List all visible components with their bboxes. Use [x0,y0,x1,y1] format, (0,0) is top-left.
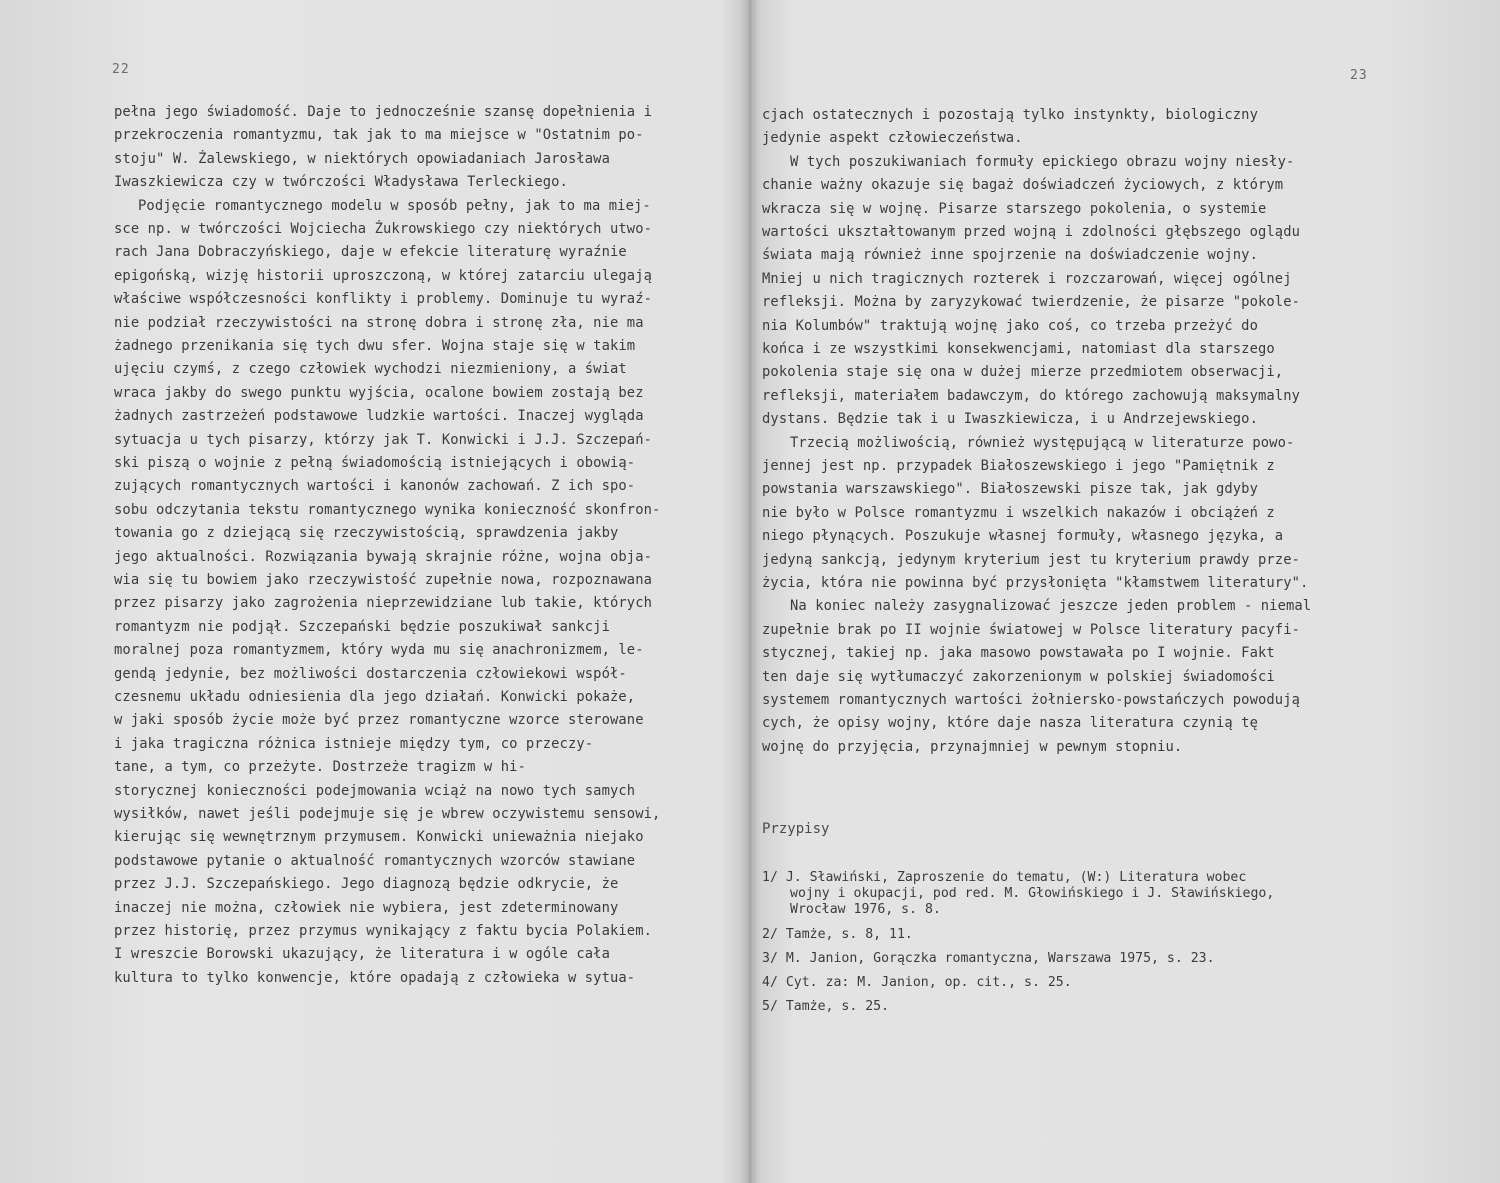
text-line: i jaka tragiczna różnica istnieje między tym, co przeczy- [114,735,594,752]
text-line: Trzecią możliwością, również występującą w literaturze powo- [790,434,1295,451]
footnotes-heading: Przypisy [762,821,830,837]
page-number: 22 [112,62,130,77]
text-line: I wreszcie Borowski ukazujący, że literatura i w ogóle cała [114,946,610,963]
text-line: wkracza się w wojnę. Pisarze starszego pokolenia, o systemie [762,200,1267,217]
text-line: czesnemu układu odniesienia dla jego działań. Konwicki pokaże, [114,689,636,705]
text-line: pokolenia staje się ona w dużej mierze przedmiotem obserwacji, [762,364,1284,381]
text-line: kierując się wewnętrznym przymusem. Konwicki unieważnia niejako [114,829,644,846]
footnote-line: wojny i okupacji, pod red. M. Głowińskiego i J. Sławińskiego, [790,886,1275,901]
text-line: żadnego przenikania się tych dwu sfer. Wojna staje się w takim [114,338,636,354]
text-line: nie podział rzeczywistości na stronę dobra i stronę zła, nie ma [114,314,644,331]
text-line: żadnych zastrzeżeń podstawowe ludzkie wartości. Inaczej wygląda [114,408,644,425]
text-line: storycznej konieczności podejmowania wciąż na nowo tych samych [114,782,636,799]
text-line: cych, że opisy wojny, które daje nasza literatura czynią tę [762,715,1258,732]
text-line: chanie ważny okazuje się bagaż doświadczeń życiowych, z którym [762,177,1284,194]
footnote-line: 1/ J. Sławiński, Zaproszenie do tematu, (W:) Literatura wobec [762,870,1247,885]
footnote [762,951,1215,967]
text-line: końca i ze wszystkimi konsekwencjami, natomiast dla starszego [762,341,1275,357]
footnote [762,975,1072,991]
footnote-line: 2/ Tamże, s. 8, 11. [762,927,913,942]
footnote [762,927,913,943]
text-line: sobu odczytania tekstu romantycznego wynika konieczność skonfron- [114,501,661,518]
text-line: życia, która nie powinna być przysłonięta "kłamstwem literatury". [762,575,1309,591]
text-line: epigońską, wizję historii uproszczoną, w której zatarciu ulegają [114,267,653,284]
text-line: wia się tu bowiem jako rzeczywistość zupełnie nowa, rozpoznawana [114,572,653,588]
text-line: moralnej poza romantyzmem, który wyda mu się anachronizmem, le- [114,642,644,659]
text-line: cjach ostatecznych i pozostają tylko instynkty, biologiczny [762,107,1258,123]
left-page [0,0,748,1183]
text-line: jedynie aspekt człowieczeństwa. [762,130,1023,147]
text-line: Na koniec należy zasygnalizować jeszcze jeden problem - niemal [790,598,1312,615]
text-line: kultura to tylko konwencje, które opadają z człowieka w sytua- [114,969,636,986]
text-line: dystans. Będzie tak i u Iwaszkiewicza, i u Andrzejewskiego. [762,411,1258,428]
text-line: stoju" W. Żalewskiego, w niektórych opowiadaniach Jarosława [114,150,610,167]
text-line: pełna jego świadomość. Daje to jednocześnie szansę dopełnienia i [114,104,653,120]
text-line: wartości ukształtowanym przed wojną i zdolności głębszego oglądu [762,224,1301,240]
text-line: wojnę do przyjęcia, przynajmniej w pewnym stopniu. [762,738,1183,755]
footnote [762,999,889,1015]
footnote-line: 5/ Tamże, s. 25. [762,999,890,1014]
page-number: 23 [1350,68,1368,83]
text-line: inaczej nie można, człowiek nie wybiera, jest zdeterminowany [114,899,619,916]
footnote-line: 3/ M. Janion, Gorączka romantyczna, Warszawa 1975, s. 23. [762,951,1215,966]
text-line: refleksji. Można by zaryzykować twierdzenie, że pisarze "pokole- [762,294,1301,311]
text-line: jedyną sankcją, jedynym kryterium jest tu kryterium prawdy prze- [762,551,1301,568]
text-line: wysiłków, nawet jeśli podejmuje się je wbrew oczywistemu sensowi, [114,806,661,822]
text-line: ujęciu czymś, z czego człowiek wychodzi niezmieniony, a świat [114,361,627,378]
text-line: niego płynących. Poszukuje własnej formuły, własnego języka, a [762,528,1284,545]
text-line: zupełnie brak po II wojnie światowej w Polsce literatury pacyfi- [762,621,1301,638]
text-line: gendą jedynie, bez możliwości dostarczenia człowiekowi współ- [114,665,627,682]
text-line: sytuacja u tych pisarzy, którzy jak T. Konwicki i J.J. Szczepań- [114,431,653,448]
text-line: rach Jana Dobraczyńskiego, daje w efekcie literaturę wyraźnie [114,244,627,261]
footnote-line: Wrocław 1976, s. 8. [790,902,941,917]
text-line: wraca jakby do swego punktu wyjścia, ocalone bowiem zostają bez [114,384,644,401]
footnote-line: 4/ Cyt. za: M. Janion, op. cit., s. 25. [762,975,1072,990]
text-line: nia Kolumbów" traktują wojnę jako coś, co trzeba przeżyć do [762,317,1258,334]
text-line: stycznej, takiej np. jaka masowo powstawała po I wojnie. Fakt [762,645,1275,662]
text-line: jego aktualności. Rozwiązania bywają skrajnie różne, wojna obja- [114,548,653,565]
text-line: refleksji, materiałem badawczym, do którego zachowują maksymalny [762,387,1301,404]
text-line: powstania warszawskiego". Białoszewski pisze tak, jak gdyby [762,481,1258,498]
text-line: przez historię, przez przymus wynikający z faktu bycia Polakiem. [114,923,653,939]
text-line: podstawowe pytanie o aktualność romantycznych wzorców stawiane [114,852,636,869]
text-line: systemem romantycznych wartości żołniersko-powstańczych powodują [762,692,1301,708]
text-line: towania go z dziejącą się rzeczywistością, sprawdzenia jakby [114,525,619,542]
text-line: romantyzm nie podjął. Szczepański będzie poszukiwał sankcji [114,618,610,635]
footnote [762,870,1274,918]
text-line: właściwe współczesności konflikty i problemy. Dominuje tu wyraź- [114,291,653,308]
text-line: przez J.J. Szczepańskiego. Jego diagnozą będzie odkrycie, że [114,876,619,893]
text-line: w jaki sposób życie może być przez romantyczne wzorce sterowane [114,712,644,729]
text-line: sce np. w twórczości Wojciecha Żukrowskiego czy niektórych utwo- [114,221,653,237]
text-line: świata mają również inne spojrzenie na doświadczenie wojny. [762,247,1258,264]
text-line: ski piszą o wojnie z pełną świadomością istniejących i obowią- [114,455,636,471]
text-line: przekroczenia romantyzmu, tak jak to ma miejsce w "Ostatnim po- [114,127,644,144]
text-line: Iwaszkiewicza czy w twórczości Władysława Terleckiego. [114,174,568,191]
text-line: W tych poszukiwaniach formuły epickiego obrazu wojny niesły- [790,153,1295,170]
text-line: zujących romantycznych wartości i kanonów zachowań. Z ich spo- [114,478,636,495]
text-line: ten daje się wytłumaczyć zakorzenionym w polskiej świadomości [762,668,1275,685]
text-line: nie było w Polsce romantyzmu i wszelkich nakazów i obciążeń z [762,504,1275,521]
text-line: tane, a tym, co przeżyte. Dostrzeże tragizm w hi- [114,759,526,776]
text-line: przez pisarzy jako zagrożenia nieprzewidziane lub takie, których [114,595,653,612]
text-line: Mniej u nich tragicznych rozterek i rozczarowań, więcej ogólnej [762,270,1292,287]
text-line: jennej jest np. przypadek Białoszewskiego i jego "Pamiętnik z [762,458,1275,474]
text-line: Podjęcie romantycznego modelu w sposób pełny, jak to ma miej- [138,197,651,214]
